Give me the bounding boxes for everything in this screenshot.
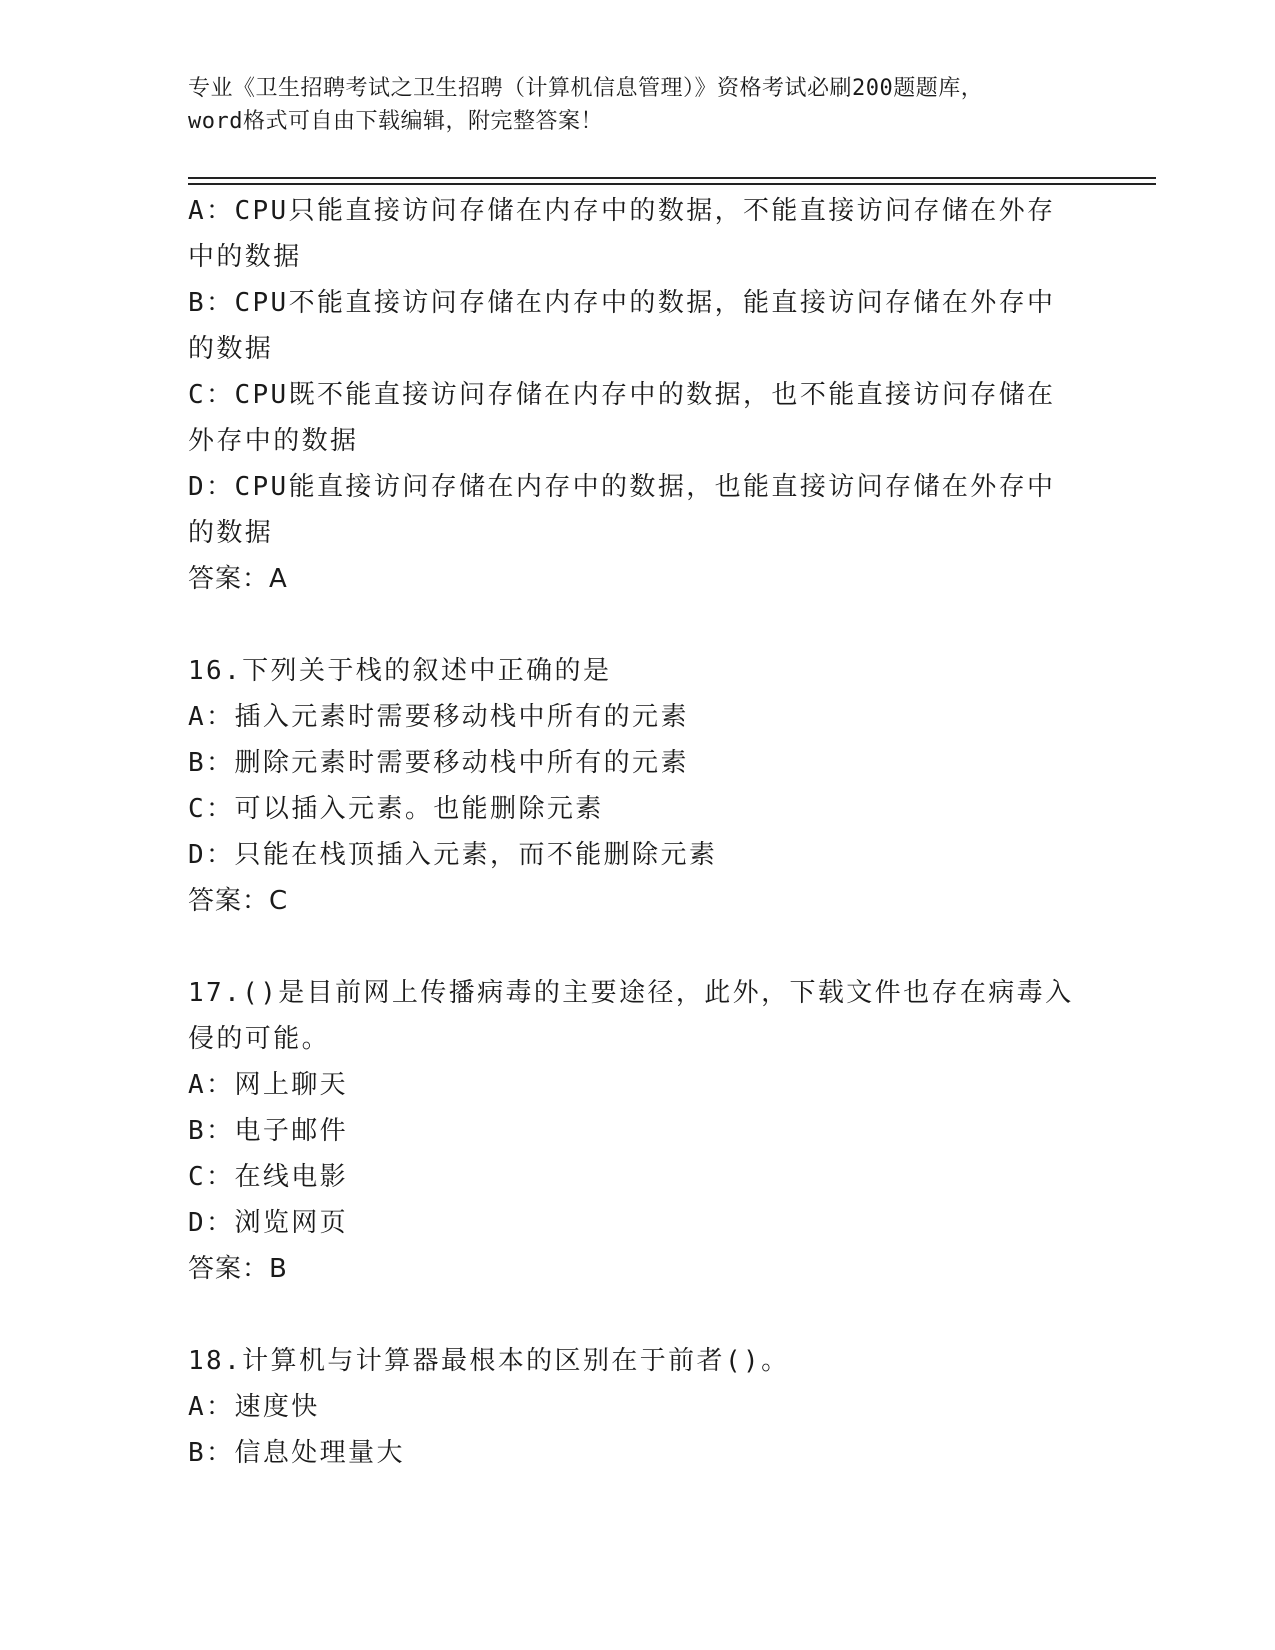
- option-b: B：电子邮件: [188, 1116, 349, 1146]
- header-title-line-2: word格式可自由下载编辑，附完整答案！: [188, 109, 603, 134]
- document-header: [188, 72, 1088, 138]
- option-d: D：只能在栈顶插入元素，而不能删除元素: [188, 840, 718, 870]
- option-d: D：浏览网页: [188, 1208, 349, 1238]
- option-c: C：在线电影: [188, 1162, 349, 1192]
- option-b: B：信息处理量大: [188, 1438, 405, 1468]
- question-text-line-2: 侵的可能。: [188, 1024, 331, 1054]
- question-text-line-1: 17.()是目前网上传播病毒的主要途径，此外，下载文件也存在病毒入: [188, 978, 1074, 1008]
- option-c-line-2: 外存中的数据: [188, 426, 359, 456]
- option-b: B：删除元素时需要移动栈中所有的元素: [188, 748, 689, 778]
- option-a-line-1: A：CPU只能直接访问存储在内存中的数据，不能直接访问存储在外存: [188, 196, 1056, 226]
- answer-label: 答案：B: [188, 1254, 288, 1284]
- question-text: 16.下列关于栈的叙述中正确的是: [188, 656, 612, 686]
- question-18-block: [188, 1338, 1068, 1476]
- question-list: [188, 188, 1074, 1476]
- option-b-line-2: 的数据: [188, 334, 274, 364]
- question-17-block: [188, 970, 1074, 1292]
- answer-label: 答案：C: [188, 886, 289, 916]
- header-title-line-1: 专业《卫生招聘考试之卫生招聘（计算机信息管理）》资格考试必刷200题题库，: [188, 76, 984, 101]
- spacer: [188, 1292, 1068, 1338]
- header-divider-bottom: [188, 183, 1156, 185]
- option-c: C：可以插入元素。也能删除元素: [188, 794, 604, 824]
- spacer: [188, 924, 1068, 970]
- header-divider-top: [188, 177, 1156, 179]
- option-a: A：插入元素时需要移动栈中所有的元素: [188, 702, 689, 732]
- spacer: [188, 602, 1068, 648]
- question-text: 18.计算机与计算器最根本的区别在于前者()。: [188, 1346, 790, 1376]
- option-d-line-1: D：CPU能直接访问存储在内存中的数据，也能直接访问存储在外存中: [188, 472, 1056, 502]
- question-15-block: [188, 188, 1068, 602]
- question-16-block: [188, 648, 1068, 924]
- option-a: A：速度快: [188, 1392, 320, 1422]
- option-c-line-1: C：CPU既不能直接访问存储在内存中的数据，也不能直接访问存储在: [188, 380, 1056, 410]
- answer-label: 答案：A: [188, 564, 288, 594]
- option-a-line-2: 中的数据: [188, 242, 302, 272]
- option-b-line-1: B：CPU不能直接访问存储在内存中的数据，能直接访问存储在外存中: [188, 288, 1056, 318]
- option-a: A：网上聊天: [188, 1070, 349, 1100]
- option-d-line-2: 的数据: [188, 518, 274, 548]
